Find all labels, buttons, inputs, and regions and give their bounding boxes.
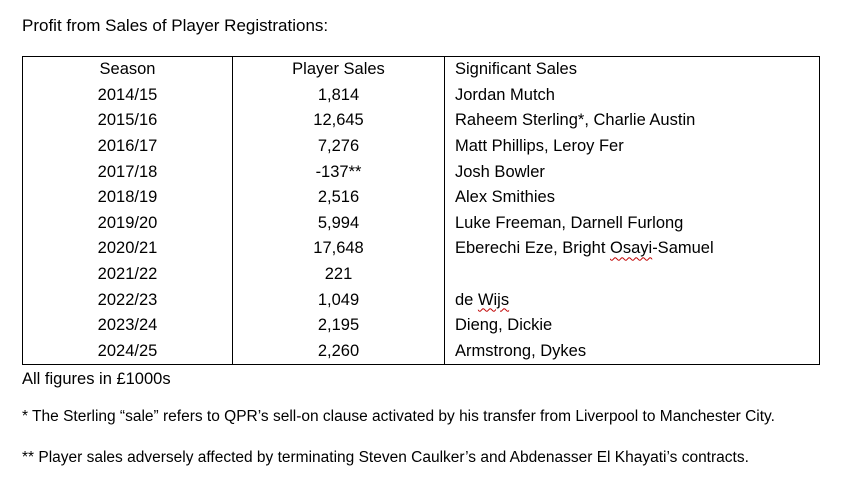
player-sales-cell: 221 — [233, 262, 445, 288]
season-cell: 2020/21 — [23, 236, 233, 262]
significant-sales-cell: Dieng, Dickie — [445, 313, 820, 339]
player-sales-cell: -137** — [233, 159, 445, 185]
player-sales-cell: 1,049 — [233, 287, 445, 313]
player-sales-cell: 1,814 — [233, 83, 445, 109]
player-sales-cell: 5,994 — [233, 211, 445, 237]
season-cell: 2017/18 — [23, 159, 233, 185]
spellcheck-flagged-word: Wijs — [477, 290, 510, 309]
significant-sales-cell: Luke Freeman, Darnell Furlong — [445, 211, 820, 237]
units-note: All figures in £1000s — [22, 370, 171, 388]
table-row — [23, 313, 820, 339]
table-row — [23, 108, 820, 134]
player-sales-cell: 2,260 — [233, 339, 445, 365]
spellcheck-flagged-word: Osayi — [610, 239, 653, 258]
significant-sales-cell: Armstrong, Dykes — [445, 339, 820, 365]
significant-sales-text: de — [455, 290, 478, 309]
footnote-sterling: * The Sterling “sale” refers to QPR’s sell-on clause activated by his transfer from Liverpool to Manchester City. — [22, 408, 775, 425]
significant-sales-cell — [445, 287, 820, 313]
table-row — [23, 185, 820, 211]
significant-sales-cell: Alex Smithies — [445, 185, 820, 211]
season-cell: 2018/19 — [23, 185, 233, 211]
significant-sales-cell — [445, 236, 820, 262]
significant-sales-text: Eberechi Eze, Bright — [455, 239, 610, 258]
significant-sales-cell: Jordan Mutch — [445, 83, 820, 109]
table-row — [23, 287, 820, 313]
season-cell: 2021/22 — [23, 262, 233, 288]
player-sales-cell: 12,645 — [233, 108, 445, 134]
table-row — [23, 83, 820, 109]
document-title: Profit from Sales of Player Registrations: — [22, 16, 329, 35]
significant-sales-cell — [445, 262, 820, 288]
season-cell: 2019/20 — [23, 211, 233, 237]
significant-sales-cell: Josh Bowler — [445, 159, 820, 185]
player-sales-cell: 7,276 — [233, 134, 445, 160]
table-row — [23, 211, 820, 237]
table-row — [23, 236, 820, 262]
season-cell: 2024/25 — [23, 339, 233, 365]
season-cell: 2022/23 — [23, 287, 233, 313]
player-sales-table — [22, 56, 820, 365]
significant-sales-cell: Raheem Sterling*, Charlie Austin — [445, 108, 820, 134]
table-row — [23, 339, 820, 365]
player-sales-cell: 2,195 — [233, 313, 445, 339]
significant-sales-cell: Matt Phillips, Leroy Fer — [445, 134, 820, 160]
footnote-player-sales: ** Player sales adversely affected by terminating Steven Caulker’s and Abdenasser El Khayati’s contracts. — [22, 449, 749, 466]
table-row — [23, 262, 820, 288]
column-header-season: Season — [23, 57, 233, 83]
season-cell: 2023/24 — [23, 313, 233, 339]
season-cell: 2014/15 — [23, 83, 233, 109]
column-header-player-sales: Player Sales — [233, 57, 445, 83]
table-header-row — [23, 57, 820, 83]
season-cell: 2016/17 — [23, 134, 233, 160]
season-cell: 2015/16 — [23, 108, 233, 134]
table-row — [23, 134, 820, 160]
player-sales-cell: 2,516 — [233, 185, 445, 211]
table-row — [23, 159, 820, 185]
player-sales-cell: 17,648 — [233, 236, 445, 262]
column-header-significant-sales: Significant Sales — [445, 57, 820, 83]
significant-sales-text: -Samuel — [652, 239, 714, 258]
